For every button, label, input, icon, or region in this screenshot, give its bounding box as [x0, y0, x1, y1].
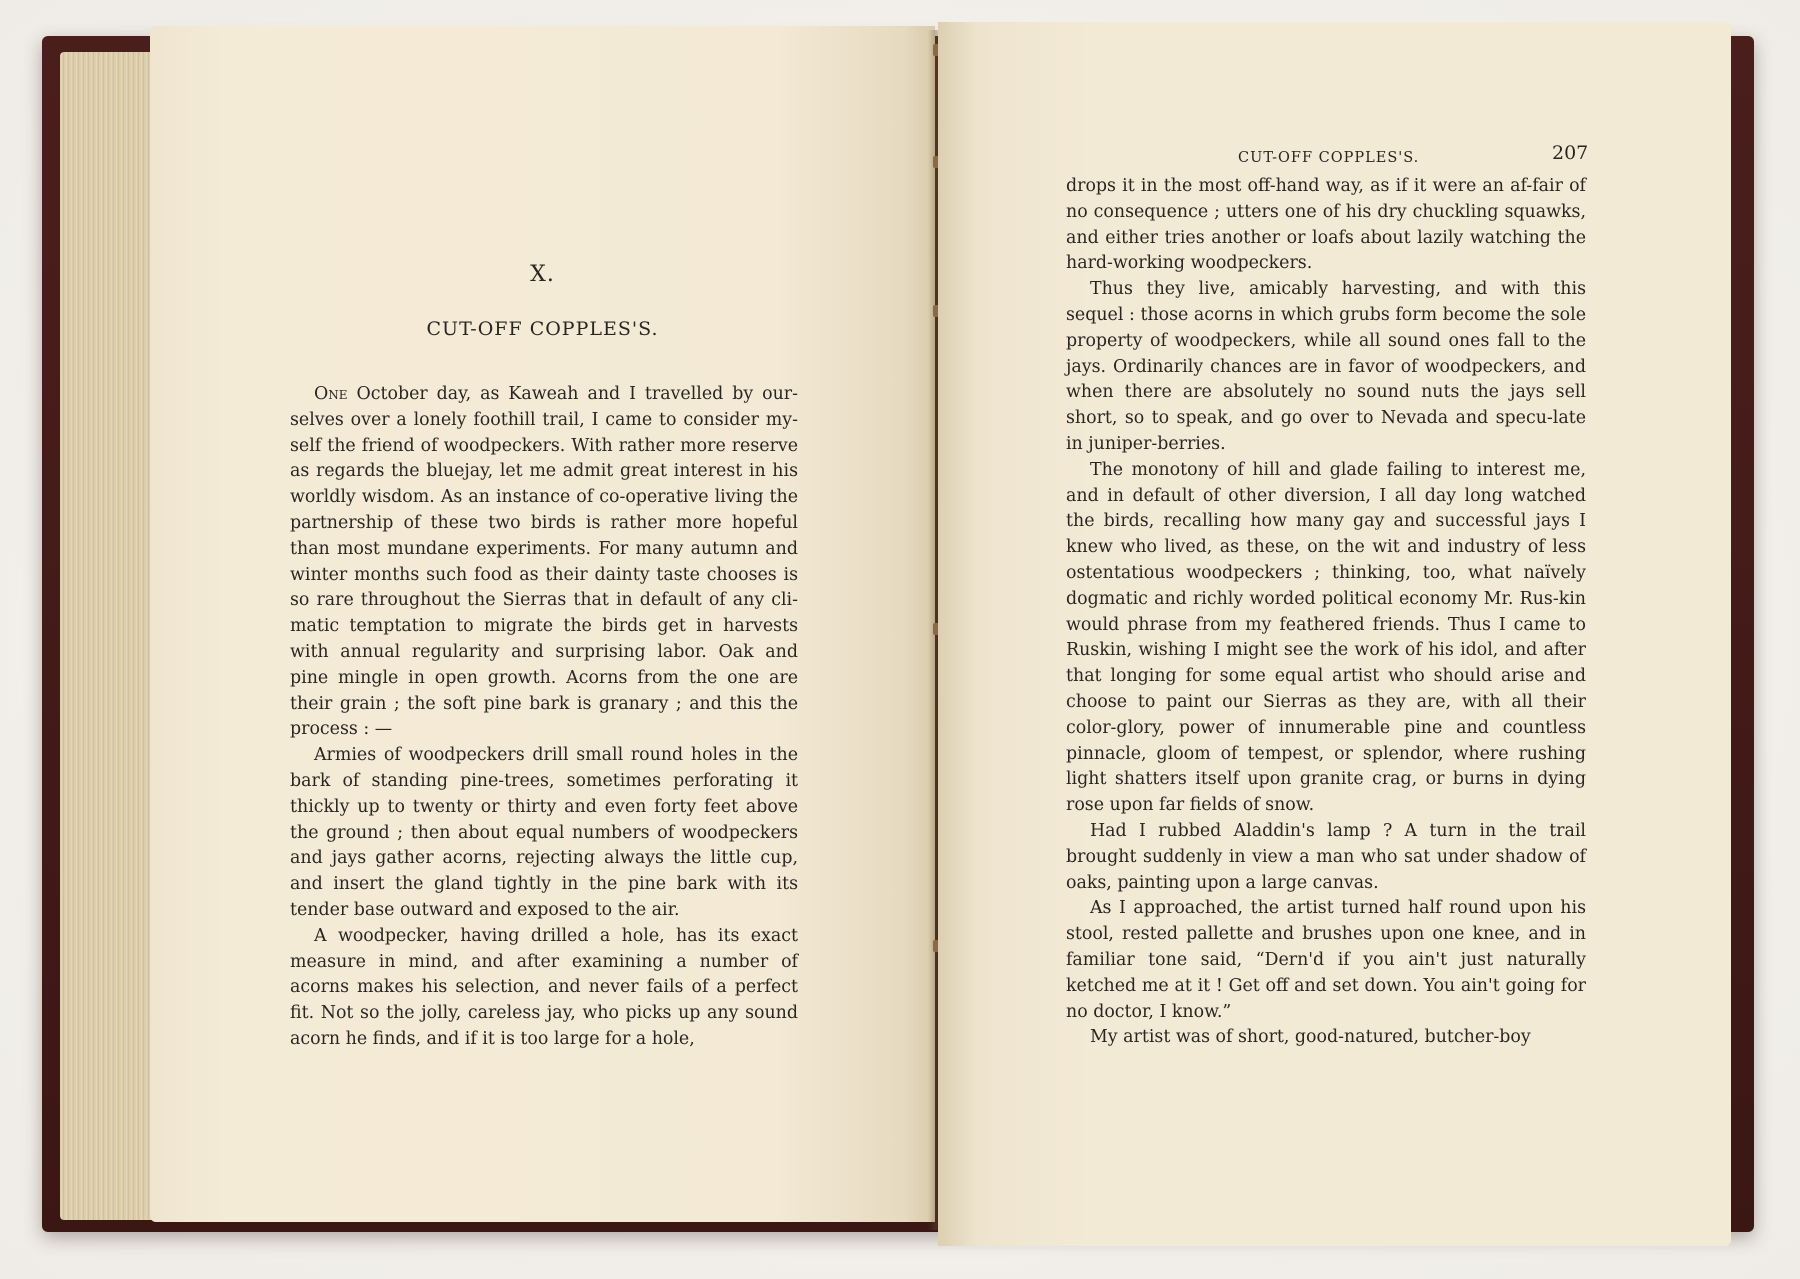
chapter-title: CUT-OFF COPPLES'S. — [426, 318, 659, 340]
right-page — [938, 22, 1731, 1246]
paragraph-body: October day, as Kaweah and I travelled by our-selves over a lonely foothill trail, I came to consider my-self the friend of woodpeckers. With rather more reserve as regards the bluejay, let me admit great interest in his worldly wisdom. As an instance of co-operative living the partnership of these two birds is rather more hopeful than most mundane experiments. For many autumn and winter months such food as their dainty taste chooses is so rare throughout the Sierras that in default of any cli-matic temptation to migrate the birds get in harvests with annual regularity and surprising labor. Oak and pine mingle in open growth. Acorns from the one are their grain ; the soft pine bark is granary ; and this the process : — — [290, 384, 798, 740]
paragraph: Thus they live, amicably harvesting, and with this sequel : those acorns in which grubs form become the sole property of woodpeckers, while all sound ones fall to the jays. Ordinarily chances are in favor of woodpeckers, and when there are absolutely no sound nuts the jays sell short, so to speak, and go over to Nevada and specu-late in juniper-berries. — [1066, 279, 1586, 454]
paragraph — [290, 382, 798, 743]
right-page-text — [1066, 174, 1586, 1051]
paragraph: A woodpecker, having drilled a hole, has its exact measure in mind, and after examining a number of acorns makes his selection, and never fails of a perfect fit. Not so the jolly, careless jay, who picks up any sound acorn he finds, and if it is too large for a hole, — [290, 925, 798, 1049]
paragraph: The monotony of hill and glade failing to interest me, and in default of other diversion, I all day long watched the birds, recalling how many gay and successful jays I knew who lived, as these, on the wit and industry of less ostentatious woodpeckers ; thinking, too, what naïvely dogmatic and richly worded political economy Mr. Rus-kin would phrase from my feathered friends. Thus I came to Ruskin, wishing I might see the work of his idol, and after that longing for some equal artist who should arise and choose to paint our Sierras as they are, with all their color-glory, power of innumerable pine and countless pinnacle, gloom of tempest, or splendor, where rushing light shatters itself upon granite crag, or burns in dying rose upon far fields of snow. — [1066, 459, 1586, 816]
paragraph: Had I rubbed Aladdin's lamp ? A turn in the trail brought suddenly in view a man who sat under shadow of oaks, painting upon a large canvas. — [1066, 820, 1586, 893]
chapter-number: X. — [530, 262, 555, 287]
paragraph: drops it in the most off-hand way, as if it were an af-fair of no consequence ; utters one of his dry chuckling squawks, and either tries another or loafs about lazily watching the hard-working woodpeckers. — [1066, 176, 1586, 274]
paragraph: My artist was of short, good-natured, butcher-boy — [1090, 1027, 1531, 1048]
page-number: 207 — [1552, 142, 1589, 164]
paragraph: Armies of woodpeckers drill small round holes in the bark of standing pine-trees, sometimes perforating it thickly up to twenty or thirty and even forty feet above the ground ; then about equal numbers of woodpeckers and jays gather acorns, rejecting always the little cup, and insert the gland tightly in the pine bark with its tender base outward and exposed to the air. — [290, 745, 798, 920]
page-block-edge — [60, 52, 160, 1220]
paragraph: As I approached, the artist turned half round upon his stool, rested pallette and brushes upon one knee, and in familiar tone said, “Dern'd if you ain't just naturally ketched me at it ! Get off and set down. You ain't going for no doctor, I know.” — [1066, 898, 1586, 1022]
left-page — [150, 26, 935, 1222]
paragraph-lead-word: One — [314, 384, 348, 404]
running-head: CUT-OFF COPPLES'S. — [1238, 150, 1420, 166]
left-page-text — [290, 382, 798, 1053]
